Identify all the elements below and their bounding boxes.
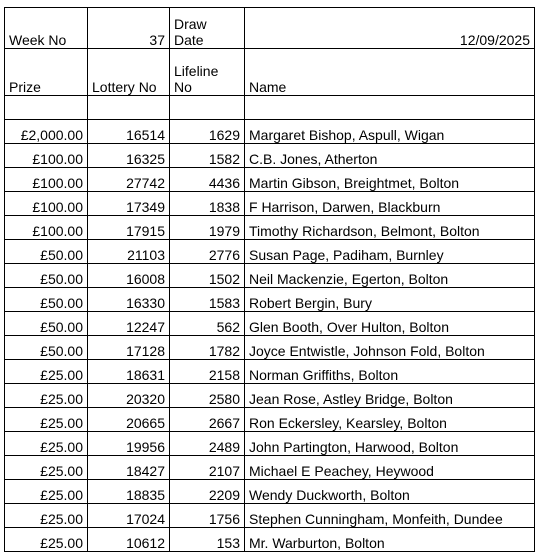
lottery-no-cell: 10612 [88,528,170,552]
lottery-no-cell: 12247 [88,312,170,336]
prize-cell: £100.00 [5,168,88,192]
name-cell: John Partington, Harwood, Bolton [245,432,535,456]
lottery-no-cell: 17128 [88,336,170,360]
name-cell: Ron Eckersley, Kearsley, Bolton [245,408,535,432]
table-row [5,312,535,336]
table-row [5,360,535,384]
column-header-lifeline-no: Lifeline No [170,49,245,96]
prize-cell: £25.00 [5,456,88,480]
table-row [5,144,535,168]
lottery-no-cell: 18835 [88,480,170,504]
name-cell: C.B. Jones, Atherton [245,144,535,168]
prize-cell: £2,000.00 [5,120,88,144]
lifeline-no-cell: 1838 [170,192,245,216]
header-row-columns [5,49,535,96]
lifeline-no-cell: 2209 [170,480,245,504]
prize-cell: £50.00 [5,264,88,288]
table-row [5,336,535,360]
table-row [5,288,535,312]
lottery-no-cell: 18427 [88,456,170,480]
name-cell: Glen Booth, Over Hulton, Bolton [245,312,535,336]
table-row [5,120,535,144]
table-row [5,264,535,288]
column-header-name: Name [245,49,535,96]
lottery-no-cell: 18631 [88,360,170,384]
prize-cell: £50.00 [5,240,88,264]
lifeline-no-cell: 2776 [170,240,245,264]
prize-cell: £25.00 [5,528,88,552]
name-cell: Michael E Peachey, Heywood [245,456,535,480]
name-cell: Stephen Cunningham, Monfeith, Dundee [245,504,535,528]
blank-cell [170,96,245,120]
name-cell: Margaret Bishop, Aspull, Wigan [245,120,535,144]
table-row [5,528,535,552]
table-row [5,192,535,216]
lifeline-no-cell: 4436 [170,168,245,192]
lifeline-no-cell: 2107 [170,456,245,480]
name-cell: Joyce Entwistle, Johnson Fold, Bolton [245,336,535,360]
blank-row [5,96,535,120]
lottery-no-cell: 16330 [88,288,170,312]
lifeline-no-cell: 1629 [170,120,245,144]
column-header-prize: Prize [5,49,88,96]
name-cell: F Harrison, Darwen, Blackburn [245,192,535,216]
lifeline-no-cell: 2489 [170,432,245,456]
blank-cell [5,96,88,120]
table-row [5,216,535,240]
lifeline-no-cell: 1582 [170,144,245,168]
draw-date-label: Draw Date [170,8,245,49]
prize-cell: £25.00 [5,408,88,432]
lifeline-no-cell: 1756 [170,504,245,528]
blank-cell [245,96,535,120]
lifeline-no-cell: 153 [170,528,245,552]
prize-cell: £25.00 [5,504,88,528]
lottery-no-cell: 17024 [88,504,170,528]
lottery-no-cell: 19956 [88,432,170,456]
prize-cell: £50.00 [5,336,88,360]
name-cell: Robert Bergin, Bury [245,288,535,312]
table-row [5,240,535,264]
lifeline-no-cell: 2667 [170,408,245,432]
week-label: Week No [5,8,88,49]
lottery-no-cell: 20665 [88,408,170,432]
prize-cell: £100.00 [5,216,88,240]
prize-cell: £50.00 [5,312,88,336]
name-cell: Jean Rose, Astley Bridge, Bolton [245,384,535,408]
week-value: 37 [88,8,170,49]
results-table [4,7,535,552]
name-cell: Timothy Richardson, Belmont, Bolton [245,216,535,240]
blank-cell [88,96,170,120]
column-header-lottery-no: Lottery No [88,49,170,96]
prize-cell: £25.00 [5,432,88,456]
lottery-no-cell: 20320 [88,384,170,408]
table-row [5,456,535,480]
prize-cell: £25.00 [5,480,88,504]
lottery-no-cell: 16008 [88,264,170,288]
header-row-week [5,8,535,49]
table-row [5,168,535,192]
lifeline-no-cell: 2580 [170,384,245,408]
lottery-no-cell: 21103 [88,240,170,264]
lifeline-no-cell: 1583 [170,288,245,312]
lottery-no-cell: 16514 [88,120,170,144]
prize-cell: £100.00 [5,192,88,216]
table-row [5,408,535,432]
table-row [5,384,535,408]
table-row [5,432,535,456]
lifeline-no-cell: 2158 [170,360,245,384]
prize-cell: £100.00 [5,144,88,168]
prize-cell: £50.00 [5,288,88,312]
name-cell: Susan Page, Padiham, Burnley [245,240,535,264]
name-cell: Neil Mackenzie, Egerton, Bolton [245,264,535,288]
name-cell: Martin Gibson, Breightmet, Bolton [245,168,535,192]
lifeline-no-cell: 1782 [170,336,245,360]
name-cell: Norman Griffiths, Bolton [245,360,535,384]
lottery-no-cell: 16325 [88,144,170,168]
prize-cell: £25.00 [5,384,88,408]
prize-cell: £25.00 [5,360,88,384]
lifeline-no-cell: 562 [170,312,245,336]
lifeline-no-cell: 1502 [170,264,245,288]
lottery-no-cell: 17349 [88,192,170,216]
lifeline-no-cell: 1979 [170,216,245,240]
draw-date-value: 12/09/2025 [245,8,535,49]
lottery-no-cell: 27742 [88,168,170,192]
table-row [5,480,535,504]
lottery-no-cell: 17915 [88,216,170,240]
table-row [5,504,535,528]
name-cell: Mr. Warburton, Bolton [245,528,535,552]
name-cell: Wendy Duckworth, Bolton [245,480,535,504]
